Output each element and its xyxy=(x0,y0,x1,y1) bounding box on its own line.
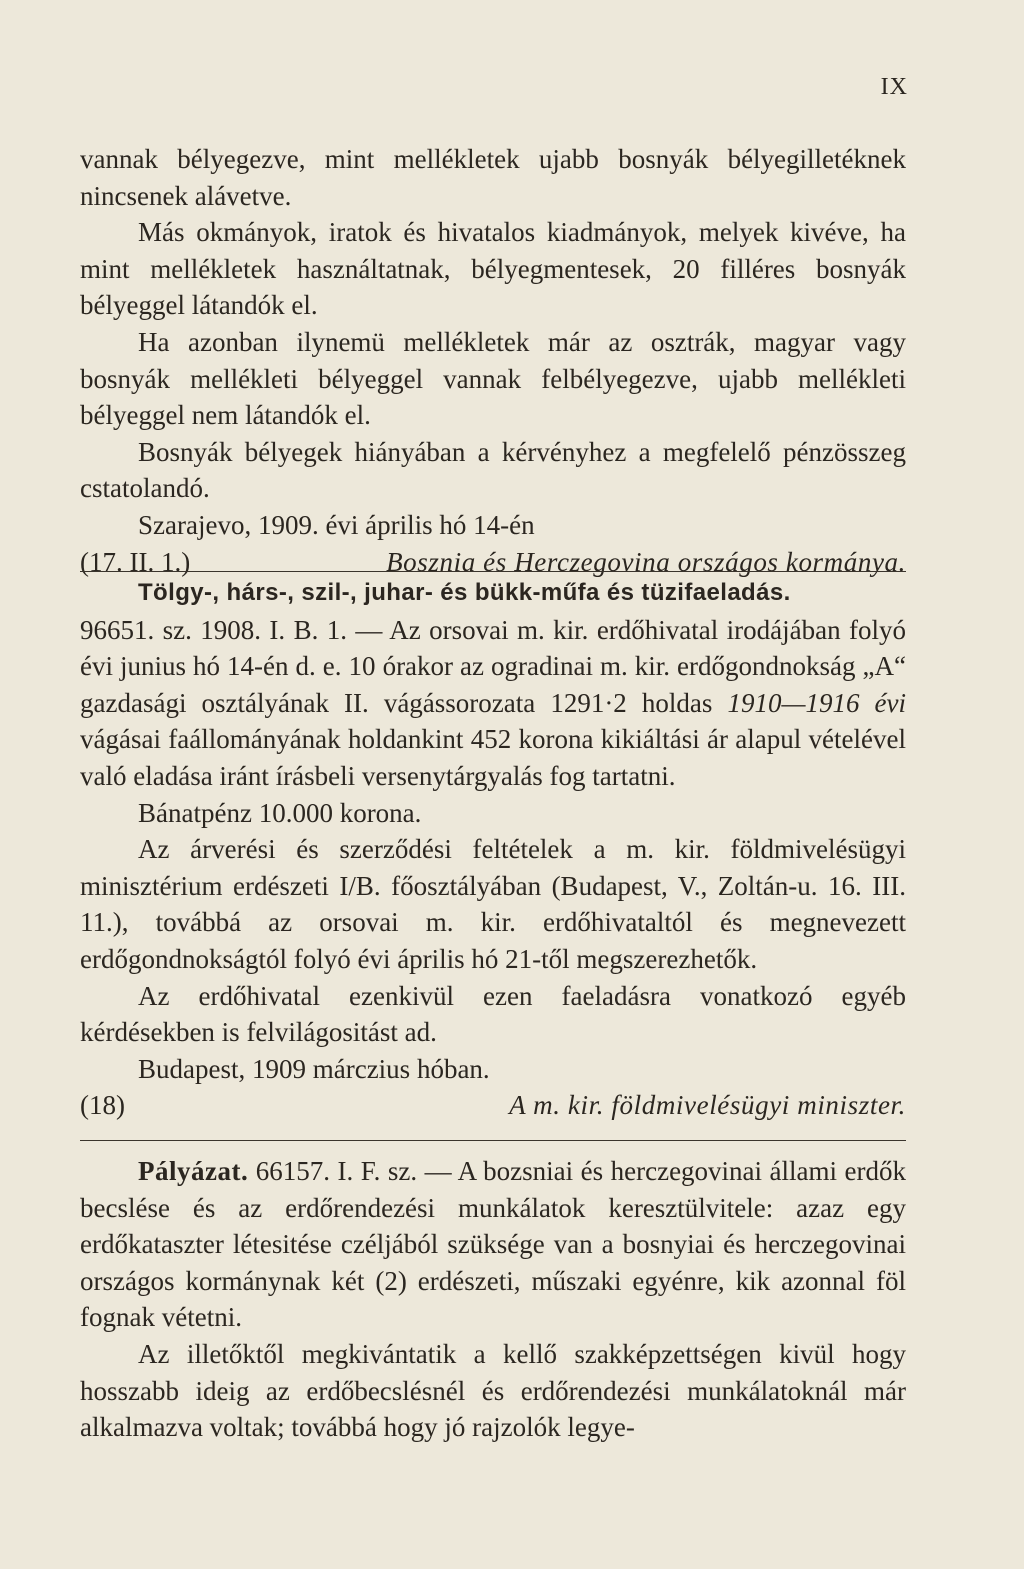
paragraph xyxy=(80,612,906,795)
reference-number: (17. II. 1.) xyxy=(80,546,191,577)
paragraph: Bánatpénz 10.000 korona. xyxy=(138,797,422,828)
signature-text: Bosznia és Herczegovina országos kormánya. xyxy=(386,546,906,577)
paragraph-text: 96651. sz. 1908. I. B. 1. — Az orsovai m. kir. erdőhivatal irodájában folyó évi junius hó 14-én d. e. 10 órakor az ogradinai m. kir. erdőgondnokság „A“ gazdasági osztályának II. vágássorozata 1291·2 holdas xyxy=(80,614,906,718)
signature-text: A m. kir. földmivelésügyi miniszter. xyxy=(509,1090,906,1121)
paragraph: vannak bélyegezve, mint mellékletek ujabb bosnyák bélyegilletéknek nincsenek alávetve. xyxy=(80,144,906,211)
section-timber-sale xyxy=(80,575,906,1124)
section-competition xyxy=(80,1153,906,1446)
page-number: IX xyxy=(880,74,908,100)
paragraph xyxy=(80,1153,906,1336)
section-divider xyxy=(80,571,906,572)
paragraph-text: vágásai faállományának holdankint 452 korona kikiáltási ár alapul vételével való eladása iránt írásbeli versenytárgyalás fog tartatni. xyxy=(80,724,906,791)
signature-line xyxy=(80,1087,906,1124)
paragraph: Az árverési és szerződési feltételek a m. kir. földmivelésügyi minisztérium erdészeti I/B. főosztályában (Budapest, V., Zoltán-u. 16. III. 11.), továbbá az orsovai m. kir. erdőhivataltól és megnevezett erdőgondnokságtól folyó évi április hó 21-től megszerezhetők. xyxy=(80,834,906,974)
date-line: Budapest, 1909 márczius hóban. xyxy=(138,1053,490,1084)
reference-number: (18) xyxy=(80,1090,125,1121)
paragraph: Az illetőktől megkivántatik a kellő szakképzettségen kivül hogy hosszabb ideig az erdőbecslésnél és erdőrendezési munkálatoknál már alkalmazva voltak; továbbá hogy jó rajzolók legye- xyxy=(80,1338,906,1443)
paragraph: Más okmányok, iratok és hivatalos kiadmányok, melyek kivéve, ha mint mellékletek használtatnak, bélyegmentesek, 20 filléres bosnyák bélyeggel látandók el. xyxy=(80,217,906,321)
section-heading: Tölgy-, hárs-, szil-, juhar- és bükk-műfa és tüzifaeladás. xyxy=(138,579,791,606)
paragraph: Bosnyák bélyegek hiányában a kérvényhez a megfelelő pénzösszeg cstatolandó. xyxy=(80,436,906,504)
paragraph-lead: Pályázat. xyxy=(138,1156,249,1186)
paragraph-text: 66157. I. F. sz. — A bozsniai és herczegovinai állami erdők becslése és az erdőrendezési munkálatok keresztülvitele: azaz egy erdőkataszter létesitése czéljából szüksége van a bosnyiai és herczegovinai országos kormánynak két (2) erdészeti, műszaki egyénre, kik azonnal föl fognak vétetni. xyxy=(80,1156,906,1333)
paragraph: Ha azonban ilynemü mellékletek már az osztrák, magyar vagy bosnyák mellékleti bélyeggel vannak felbélyegezve, ujabb mellékleti bélyeggel nem látandók el. xyxy=(80,326,906,431)
section-stamp-rules xyxy=(80,141,906,580)
paragraph: Az erdőhivatal ezenkivül ezen faeladásra vonatkozó egyéb kérdésekben is felvilágositást ad. xyxy=(80,980,906,1048)
section-divider xyxy=(80,1140,906,1141)
date-line: Szarajevo, 1909. évi április hó 14-én xyxy=(138,509,535,540)
years-italic: 1910—1916 évi xyxy=(727,687,906,718)
